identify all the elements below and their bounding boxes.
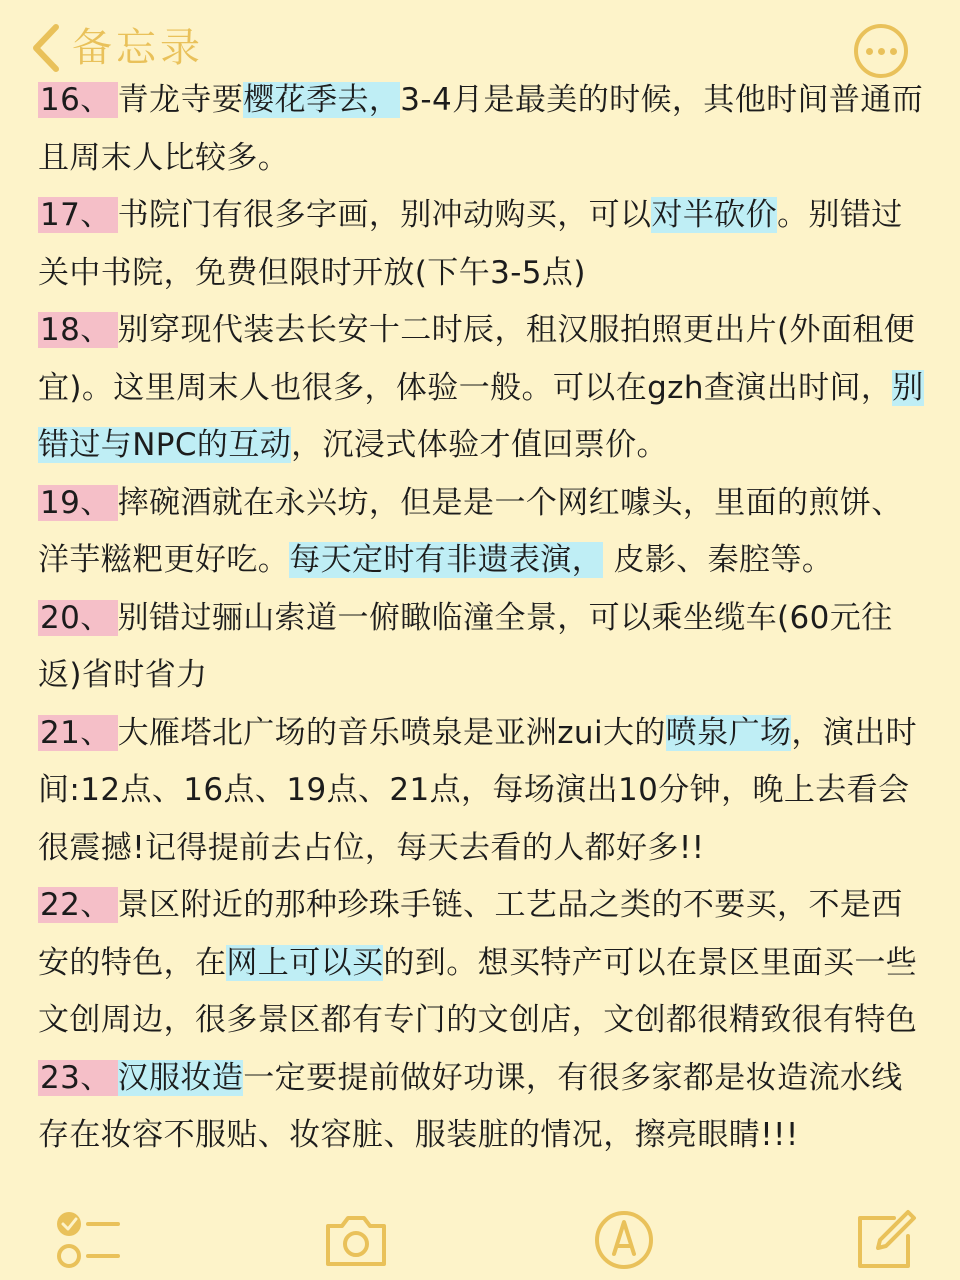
bottom-toolbar	[0, 1200, 960, 1280]
top-bar	[0, 0, 960, 80]
note-item-18	[38, 302, 928, 475]
item-text: 皮影、秦腔等。	[603, 542, 834, 578]
more-icon-dot	[878, 48, 885, 55]
camera-icon[interactable]	[320, 1206, 392, 1272]
highlighted-text: 每天定时有非遗表演，	[289, 542, 604, 578]
highlighted-text: 别错过与NPC的互动	[38, 369, 924, 463]
item-text: ，演出时间:12点、16点、19点、21点，每场演出10分钟，晚上去看会很震撼!记得提前去占位，每天去看的人都好多!!	[38, 714, 918, 866]
item-text: 景区附近的那种珍珠手链、工艺品之类的不要买，不是西安的特色，在	[38, 887, 903, 981]
note-item-20	[38, 590, 928, 705]
more-options-button[interactable]	[854, 24, 908, 78]
note-item-16	[38, 72, 928, 187]
item-number: 16、	[38, 82, 118, 118]
item-text: 别错过骊山索道一俯瞰临潼全景，可以乘坐缆车(60元往返)省时省力	[38, 599, 893, 693]
compose-icon[interactable]	[850, 1206, 922, 1272]
item-number: 17、	[38, 197, 118, 233]
item-number: 19、	[38, 485, 118, 521]
highlighted-text: 对半砍价	[651, 197, 778, 233]
note-item-22	[38, 877, 928, 1050]
back-label: 备忘录	[72, 25, 204, 71]
item-number: 21、	[38, 715, 118, 751]
item-text: 摔碗酒就在永兴坊，但是是一个网红噱头，里面的煎饼、洋芋糍粑更好吃。	[38, 484, 903, 578]
item-text: 的到。想买特产可以在景区里面买一些文创周边，很多景区都有专门的文创店，文创都很精致很有特色	[38, 944, 918, 1038]
note-item-17	[38, 187, 928, 302]
highlighted-text: 喷泉广场	[665, 714, 792, 751]
item-number: 23、	[38, 1060, 118, 1096]
highlighted-text: 汉服妆造	[117, 1059, 244, 1096]
note-body[interactable]	[38, 72, 928, 1165]
back-button[interactable]	[28, 20, 204, 76]
item-text: 书院门有很多字画，别冲动购买，可以	[117, 197, 652, 233]
note-item-23	[38, 1050, 928, 1165]
note-item-19	[38, 475, 928, 590]
highlighted-text: 樱花季去，	[243, 82, 401, 118]
more-icon-dot	[890, 48, 897, 55]
note-item-21	[38, 705, 928, 878]
item-text: 3-4月是最美的时候，其他时间普通而且周末人比较多。	[38, 82, 924, 176]
item-text: 大雁塔北广场的音乐喷泉是亚洲zui大的	[117, 714, 666, 751]
chevron-left-icon	[28, 22, 62, 74]
item-number: 18、	[38, 312, 118, 348]
pen-icon[interactable]	[588, 1206, 660, 1272]
item-number: 20、	[38, 600, 118, 636]
checklist-icon[interactable]	[52, 1206, 124, 1272]
highlighted-text: 网上可以买	[226, 944, 384, 981]
item-number: 22、	[38, 887, 118, 923]
more-icon-dot	[866, 48, 873, 55]
item-text: 别穿现代装去长安十二时辰，租汉服拍照更出片(外面租便宜)。这里周末人也很多，体验一般。可以在gzh查演出时间，	[38, 312, 916, 406]
item-text: 。别错过关中书院，免费但限时开放(下午3-5点)	[38, 197, 903, 291]
item-text: 一定要提前做好功课，有很多家都是妆造流水线存在妆容不服贴、妆容脏、服装脏的情况，擦亮眼睛!!!	[38, 1059, 903, 1153]
item-text: ，沉浸式体验才值回票价。	[291, 427, 668, 463]
item-text: 青龙寺要	[117, 82, 244, 118]
